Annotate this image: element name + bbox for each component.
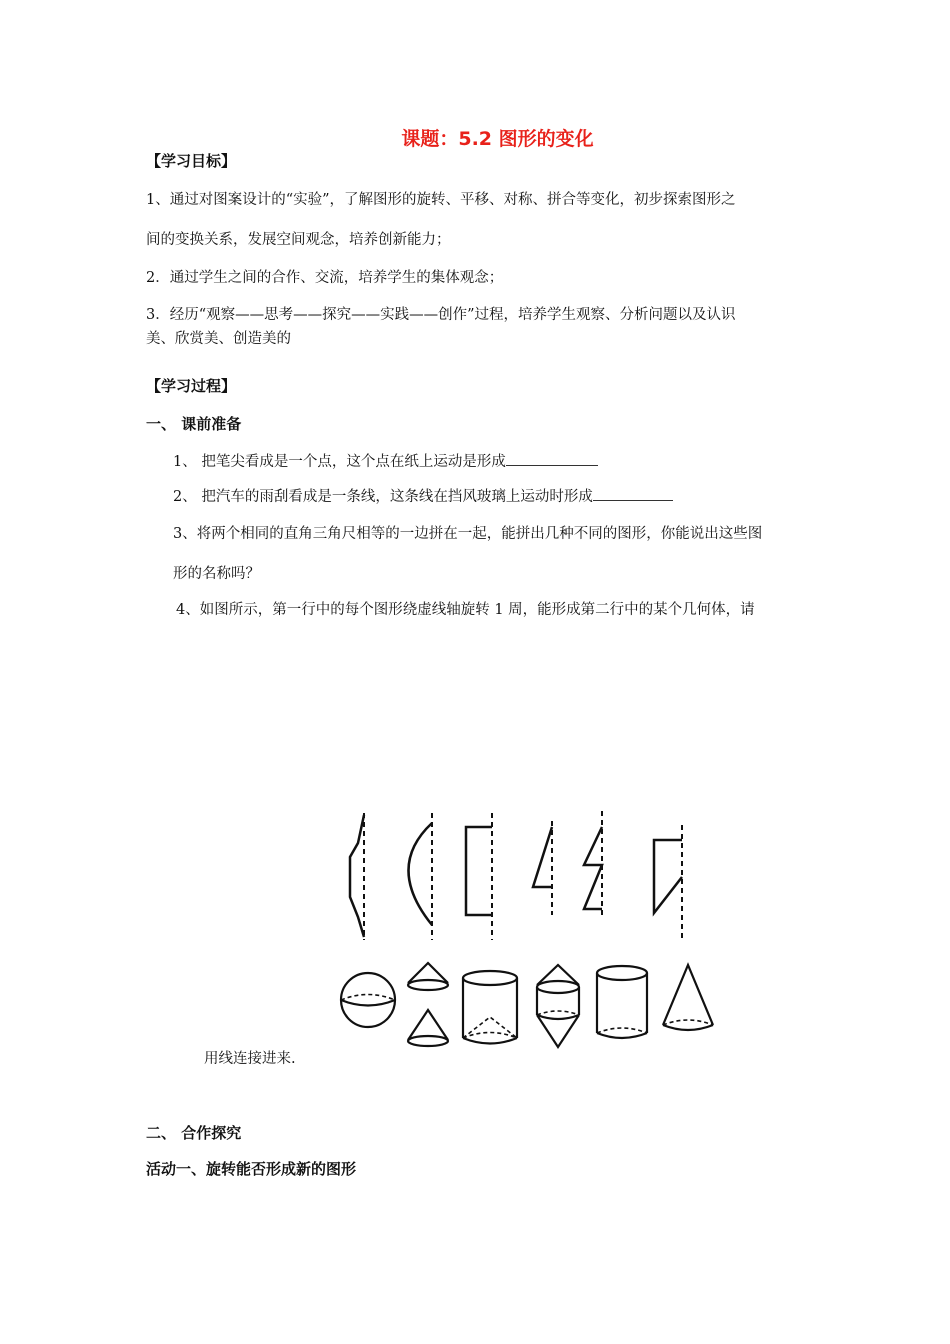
- objectives-heading: 【学习目标】: [146, 152, 237, 170]
- activity-1-heading: 活动一、旋转能否形成新的图形: [146, 1160, 357, 1178]
- rotation-figure: [330, 805, 725, 1055]
- question-2: [173, 485, 673, 506]
- plane-shape-double-triangle[interactable]: [584, 811, 602, 915]
- solid-sphere[interactable]: [341, 973, 395, 1027]
- objective-3-line-1: 3．经历“观察——思考——探究——实践——创作”过程，培养学生观察、分析问题以及认识: [146, 307, 736, 323]
- page-title: 课题：5.2 图形的变化: [401, 128, 594, 150]
- plane-shape-right-triangle[interactable]: [533, 821, 552, 915]
- objective-2: 2．通过学生之间的合作、交流，培养学生的集体观念；: [146, 270, 504, 286]
- section-2-heading: 二、 合作探究: [146, 1124, 242, 1142]
- objective-1-line-1: 1、通过对图案设计的“实验”，了解图形的旋转、平移、对称、拼合等变化，初步探索图形之: [146, 192, 736, 208]
- solid-cone-cylinder-cone[interactable]: [537, 965, 579, 1047]
- solid-double-cone-apart[interactable]: [408, 963, 448, 1046]
- question-3-line-2: 形的名称吗？: [173, 566, 260, 582]
- question-3-line-1: 3、将两个相同的直角三角尺相等的一边拼在一起，能拼出几种不同的图形，你能说出这些图: [173, 526, 763, 542]
- plane-shape-rectangle[interactable]: [466, 813, 492, 940]
- objective-3-line-2: 美、欣赏美、创造美的: [146, 331, 291, 347]
- solid-cylinder[interactable]: [597, 966, 647, 1038]
- solid-cylinder-with-cone[interactable]: [463, 971, 517, 1044]
- solid-cone[interactable]: [663, 965, 713, 1030]
- plane-shape-semicircle[interactable]: [409, 813, 433, 940]
- question-1-blank[interactable]: [506, 450, 598, 466]
- question-1: [173, 450, 598, 471]
- section-1-heading: 一、 课前准备: [146, 415, 242, 433]
- objective-1-line-2: 间的变换关系，发展空间观念，培养创新能力；: [146, 232, 451, 248]
- connect-instruction: 用线连接进来.: [204, 1051, 296, 1067]
- question-2-blank[interactable]: [593, 485, 673, 501]
- question-4: 4、如图所示，第一行中的每个图形绕虚线轴旋转 1 周，能形成第二行中的某个几何体，请: [176, 602, 755, 618]
- question-1-text: 1、 把笔尖看成是一个点，这个点在纸上运动是形成: [173, 454, 506, 470]
- plane-shape-trapezoid[interactable]: [350, 813, 364, 940]
- question-2-text: 2、 把汽车的雨刮看成是一条线，这条线在挡风玻璃上运动时形成: [173, 489, 593, 505]
- plane-shape-right-trapezoid[interactable]: [654, 825, 682, 940]
- process-heading: 【学习过程】: [146, 377, 237, 395]
